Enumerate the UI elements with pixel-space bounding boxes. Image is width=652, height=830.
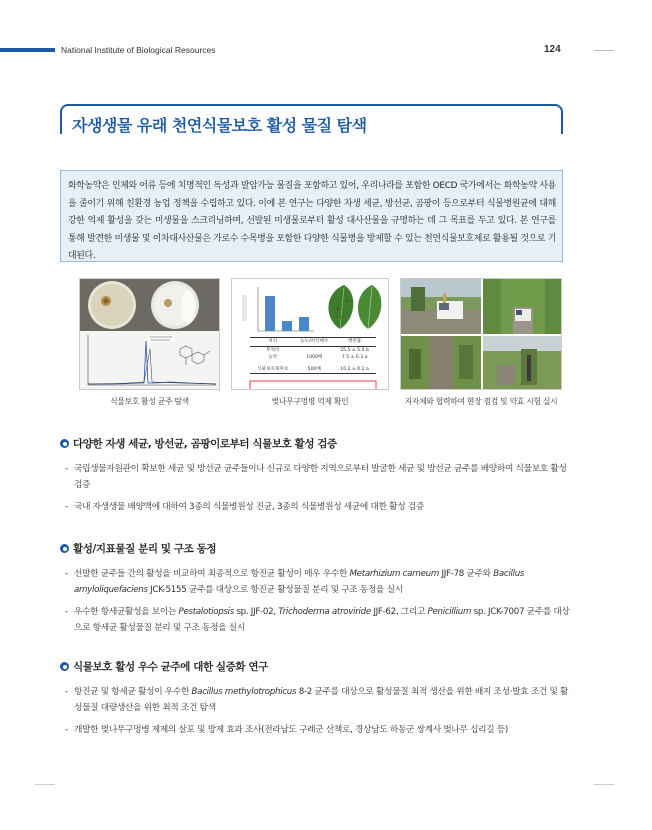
bullet-icon — [60, 439, 69, 448]
header-accent-bar — [0, 48, 55, 52]
section-1 — [60, 436, 570, 521]
list-item-text: 국내 자생생물 배양액에 대하여 3종의 식물병원성 진균, 3종의 식물병원성 세균에 대한 활성 검증 — [74, 502, 424, 512]
page-number: 124 — [544, 44, 561, 55]
bullet-icon — [60, 544, 69, 553]
fig2-td: 10.2 ± 0.2 a — [340, 366, 369, 372]
fig2-th: 처리 — [268, 339, 278, 344]
fig2-th: 농도/희석배수 — [300, 339, 329, 344]
fig2-td: 25.5 ± 5.0 b — [340, 347, 369, 353]
list-item-text: 우수한 항세균활성을 보이는 Pestalotiopsis sp. JJF-02, Trichoderma atroviride JJF-62, 그리고 Penicillium sp. JCK-7007 균주를 대상으로 항세균 활성물질 분리 및 구조 동정을 실시 — [74, 607, 570, 633]
figure-strain-screening — [79, 278, 220, 390]
section-3 — [60, 659, 570, 744]
fig2-table — [250, 337, 376, 374]
list-item: - 국립생물자원관이 확보한 세균 및 방선균 균주들이나 신규로 다양한 지역으로부터 발굴한 세균 및 방선균 균주를 배양하여 식물보호 활성 검증 — [65, 461, 570, 493]
list-item: - 국내 자생생물 배양액에 대하여 3종의 식물병원성 진균, 3종의 식물병원성 세균에 대한 활성 검증 — [65, 499, 570, 515]
figure-caption-3: 지자체와 협력하여 현장 점검 및 약효 시험 실시 — [404, 397, 558, 406]
list-item-text: 선발한 균주들 간의 활성을 비교하여 최종적으로 항진균 활성이 매우 우수한 Metarhizium carneum JJF-78 균주와 Bacillus amyloliquefaciens JCK-5155 균주를 대상으로 항진균 활성물질 분리 및 구조 동정을 실시 — [74, 569, 525, 595]
header-divider — [594, 50, 614, 51]
fig2-td: 식물보호제후보 — [257, 366, 289, 372]
fig2-th: 병반률 — [347, 339, 362, 344]
header-organization: National Institute of Biological Resources — [61, 45, 216, 55]
list-item: - 우수한 항세균활성을 보이는 Pestalotiopsis sp. JJF-02, Trichoderma atroviride JJF-62, 그리고 Penicillium sp. JCK-7007 균주를 대상으로 항세균 활성물질 분리 및 구조 동정을 실시 — [65, 604, 570, 636]
fig2-td: - — [313, 347, 316, 353]
page-title: 자생생물 유래 천연식물보호 활성 물질 탐색 — [72, 116, 367, 135]
list-item: - 선발한 균주들 간의 활성을 비교하여 최종적으로 항진균 활성이 매우 우수한 Metarhizium carneum JJF-78 균주와 Bacillus amyloliquefaciens JCK-5155 균주를 대상으로 항진균 활성물질 분리 및 구조 동정을 실시 — [65, 566, 570, 598]
summary-text: 화학농약은 인체와 어류 등에 치명적인 독성과 발암가능 물질을 포함하고 있어, 우리나라를 포함한 OECD 국가에서는 화학농약 사용을 줄이기 위해 친환경 농업 정책을 수립하고 있다. 이에 본 연구는 다양한 자생 세균, 방선균, 곰팡이 등으로부터 식물병원균에 대해 강한 억제 활성을 갖는 미생물을 스크리닝하며, 선발된 미생물로부터 활성 대사산물을 규명하는 데 그 목표를 두고 있다. 본 연구를 통해 발견한 미생물 및 이차대사산물은 가로수 수목병을 포함한 다양한 식물병을 방제할 수 있는 천연식물보호제로 활용될 것으로 기대된다. — [68, 181, 556, 262]
fig2-td: 무처리 — [266, 347, 280, 353]
bullet-icon — [60, 662, 69, 671]
figure-caption-1: 식물보호 활성 균주 탐색 — [110, 397, 189, 406]
figure-caption-2: 벚나무구멍병 억제 확인 — [271, 397, 349, 406]
fig2-td: 농약 — [268, 355, 278, 361]
list-item: - 개발한 벚나무구멍병 제제의 살포 및 방제 효과 조사(전라남도 구례군 산책로, 경상남도 하동군 쌍계사 벚나무 십리길 등) — [65, 722, 570, 738]
summary-box — [60, 170, 563, 262]
list-item-text: 국립생물자원관이 확보한 세균 및 방선균 균주들이나 신규로 다양한 지역으로부터 발굴한 세균 및 방선균 균주를 배양하여 식물보호 활성 검증 — [74, 464, 567, 490]
fig2-td: 1000배 — [306, 355, 323, 361]
figure-cherry-disease-suppression — [231, 278, 389, 390]
section-2 — [60, 541, 570, 642]
list-item-text: 개발한 벚나무구멍병 제제의 살포 및 방제 효과 조사(전라남도 구례군 산책로, 경상남도 하동군 쌍계사 벚나무 십리길 등) — [74, 725, 508, 735]
section-title: 활성/지표물질 분리 및 구조 동정 — [73, 543, 217, 555]
fig2-td: 500배 — [307, 366, 321, 372]
figure-field-inspection — [400, 278, 562, 390]
list-item-text: 항진균 및 항세균 활성이 우수한 Bacillus methylotrophicus 8-2 균주를 대상으로 활성물질 최적 생산을 위한 배지 조성·발효 조건 및 활성물질 대량생산을 위한 최적 조건 탐색 — [74, 687, 569, 713]
list-item: - 항진균 및 항세균 활성이 우수한 Bacillus methylotrophicus 8-2 균주를 대상으로 활성물질 최적 생산을 위한 배지 조성·발효 조건 및 활성물질 대량생산을 위한 최적 조건 탐색 — [65, 684, 570, 716]
footer-divider-right — [594, 784, 614, 785]
section-title: 식물보호 활성 우수 균주에 대한 실증화 연구 — [73, 661, 268, 673]
footer-divider-left — [35, 784, 55, 785]
fig2-td: 7.5 ± 0.3 a — [341, 355, 368, 361]
section-title: 다양한 자생 세균, 방선균, 곰팡이로부터 식물보호 활성 검증 — [73, 438, 337, 450]
